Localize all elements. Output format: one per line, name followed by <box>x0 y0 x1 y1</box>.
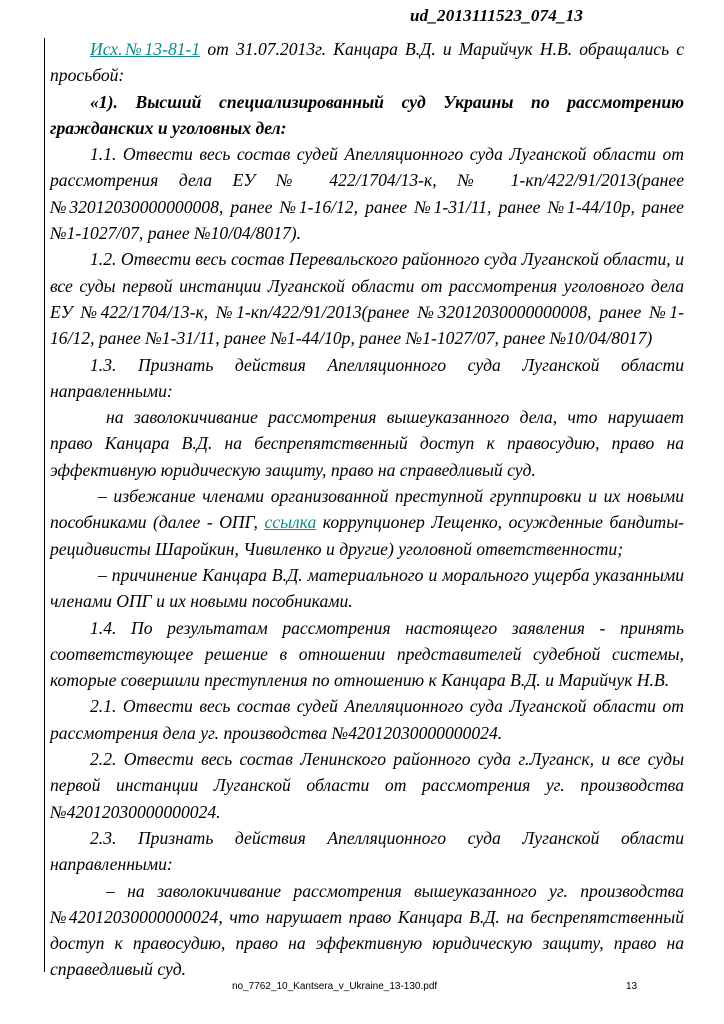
paragraph-item-1-3-c: – причинение Канцара В.Д. материального и морального ущерба указанными членами ОПГ и их новыми пособниками. <box>50 564 684 612</box>
paragraph-item-1-1: 1.1. Отвести весь состав судей Апелляционного суда Луганской области от рассмотрения дела ЕУ № 422/1704/13-к, № 1-кп/422/91/2013(ранее №32012030000000008, ранее №1-16/12, ранее №1-31/11, ранее №1-44/10р, ранее №1-1027/07, ранее №10/04/8017). <box>50 144 684 244</box>
paragraph-request-intro <box>50 36 684 89</box>
outgoing-ref-link[interactable]: Исх.№13-81-1 <box>90 39 201 59</box>
paragraph-item-1-3-b <box>50 483 684 562</box>
footer-page-number: 13 <box>626 981 638 992</box>
footer-file-name: no_7762_10_Kantsera_v_Ukraine_13-130.pdf <box>232 981 438 992</box>
paragraph-text: – избежание членами организованной преступной группировки и их новыми пособниками (далее - ОПГ, <box>50 486 684 533</box>
paragraph-item-2-3: 2.3. Признать действия Апелляционного суда Луганской области направленными: <box>50 827 684 875</box>
document-body <box>50 36 684 983</box>
paragraph-item-1-3: 1.3. Признать действия Апелляционного суда Луганской области направленными: <box>50 354 684 401</box>
paragraph-item-1-4: 1.4. По результатам рассмотрения настоящего заявления - принять соответствующее решение в отношении представителей судебной системы, которые совершили преступления по отношению к Канцара В.Д. и Марийчук Н.В. <box>50 617 684 691</box>
paragraph-text: от 31.07.2013г. Канцара В.Д. и Марийчук Н.В. обращались с просьбой: <box>50 39 685 86</box>
document-id: ud_2013111523_074_13 <box>410 6 584 25</box>
paragraph-item-1-3-a: на заволокичивание рассмотрения вышеуказанного дела, что нарушает право Канцара В.Д. на беспрепятственный доступ к правосудию, право на эффективную юридическую защиту, право на справедливый суд. <box>50 407 684 480</box>
paragraph-item-1-2: 1.2. Отвести весь состав Перевальского районного суда Луганской области, и все суды первой инстанции Луганской области от рассмотрения уголовного дела ЕУ №422/1704/13-к, №1-кп/422/91/2013(ранее №32012030000000008, ранее №1-16/12, ранее №1-31/11, ранее №1-44/10р, ранее №1-1027/07, ранее №10/04/8017) <box>50 249 684 349</box>
paragraph-item-2-3-a: – на заволокичивание рассмотрения вышеуказанного уг. производства №42012030000000024, что нарушает право Канцара В.Д. на беспрепятственный доступ к правосудию, право на эффективную юридическую защиту, право на справедливый суд. <box>50 880 684 980</box>
left-margin-line <box>44 38 45 972</box>
paragraph-item-2-1: 2.1. Отвести весь состав судей Апелляционного суда Луганской области от рассмотрения дела уг. производства №42012030000000024. <box>50 696 684 743</box>
reference-link[interactable]: ссылка <box>264 512 317 533</box>
paragraph-text: коррупционер Лещенко, осужденные бандиты-рецидивисты Шаройкин, Чивиленко и другие) уголовной ответственности; <box>50 512 684 559</box>
paragraph-court-heading: «1). Высший специализированный суд Украины по рассмотрению гражданских и уголовных дел: <box>50 91 684 138</box>
paragraph-item-2-2: 2.2. Отвести весь состав Ленинского районного суда г.Луганск, и все суды первой инстанции Луганской области от рассмотрения уг. производства №42012030000000024. <box>50 749 684 822</box>
